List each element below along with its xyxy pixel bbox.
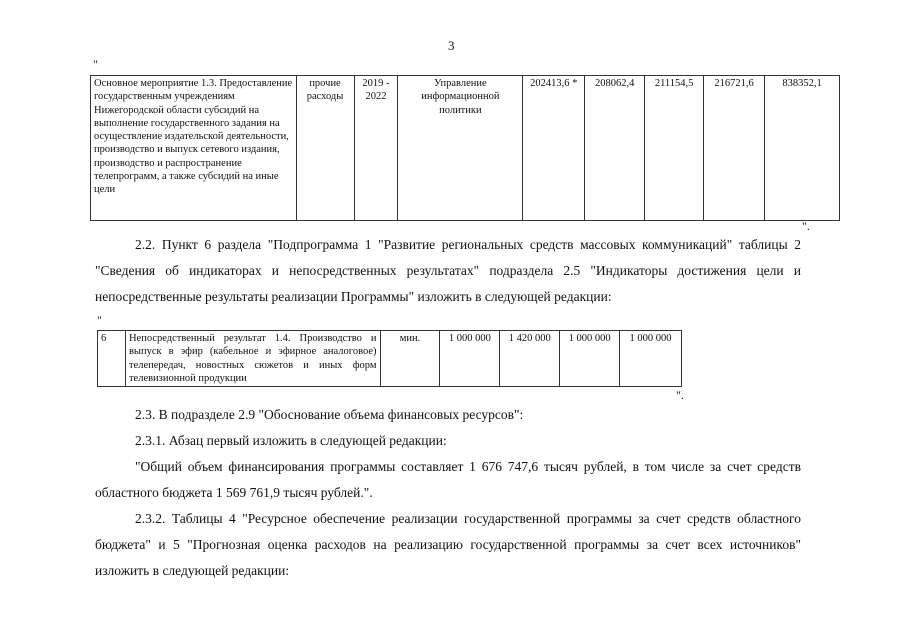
value-cell: 211154,5 (645, 76, 704, 221)
value-cell: 216721,6 (704, 76, 765, 221)
value-cell: 1 000 000 (560, 331, 620, 387)
paragraph-2-3-2: 2.3.2. Таблицы 4 "Ресурсное обеспечение реализации государственной программы за счет средств областного бюджета" и 5 "Прогнозная оценка расходов на реализацию государственной программы за счет всех источников" изложить в следующей редакции: (95, 511, 801, 578)
value-cell: 838352,1 (765, 76, 840, 221)
table-row (98, 331, 682, 387)
indicators-table (97, 330, 682, 387)
closing-quote: ". (676, 388, 684, 402)
value-cell: 1 000 000 (620, 331, 682, 387)
opening-quote: " (97, 313, 102, 327)
closing-quote: ". (802, 219, 810, 233)
period-cell: 2019 - 2022 (354, 76, 398, 221)
table-row (91, 76, 840, 221)
value-cell: 1 000 000 (440, 331, 500, 387)
unit-cell: мин. (380, 331, 440, 387)
paragraph-2-3: 2.3. В подразделе 2.9 "Обоснование объема финансовых ресурсов": (135, 407, 524, 422)
page-number: 3 (448, 38, 455, 53)
paragraph-2-2: 2.2. Пункт 6 раздела "Подпрограмма 1 "Развитие региональных средств массовых коммуникаций" таблицы 2 "Сведения об индикаторах и непосредственных результатах" подраздела 2.5 "Индикаторы достижения цели и непосредственные результаты реализации Программы" изложить в следующей редакции: (95, 237, 801, 304)
value-cell: 208062,4 (585, 76, 645, 221)
row-number-cell: 6 (98, 331, 126, 387)
value-cell: 1 420 000 (500, 331, 560, 387)
value-cell: 202413,6 * (523, 76, 585, 221)
expense-type-cell: прочие расходы (296, 76, 354, 221)
executor-cell: Управление информационной политики (398, 76, 523, 221)
measure-name-cell: Основное мероприятие 1.3. Предоставление государственным учреждениям Нижегородской области субсидий на выполнение государственного задания на осуществление издательской деятельности, производство и выпуск сетевого издания, производство и распространение телепрограмм, а также субсидий на иные цели (91, 76, 297, 221)
opening-quote: " (93, 57, 98, 71)
paragraph-total-funding: "Общий объем финансирования программы составляет 1 676 747,6 тысяч рублей, в том числе за счет средств областного бюджета 1 569 761,9 тысяч рублей.". (95, 459, 801, 500)
result-name-cell: Непосредственный результат 1.4. Производство и выпуск в эфир (кабельное и эфирное аналоговое) телепередач, новостных сюжетов и иных форм телевизионной продукции (125, 331, 380, 387)
paragraph-2-3-1: 2.3.1. Абзац первый изложить в следующей редакции: (135, 433, 447, 448)
measures-table (90, 75, 840, 221)
